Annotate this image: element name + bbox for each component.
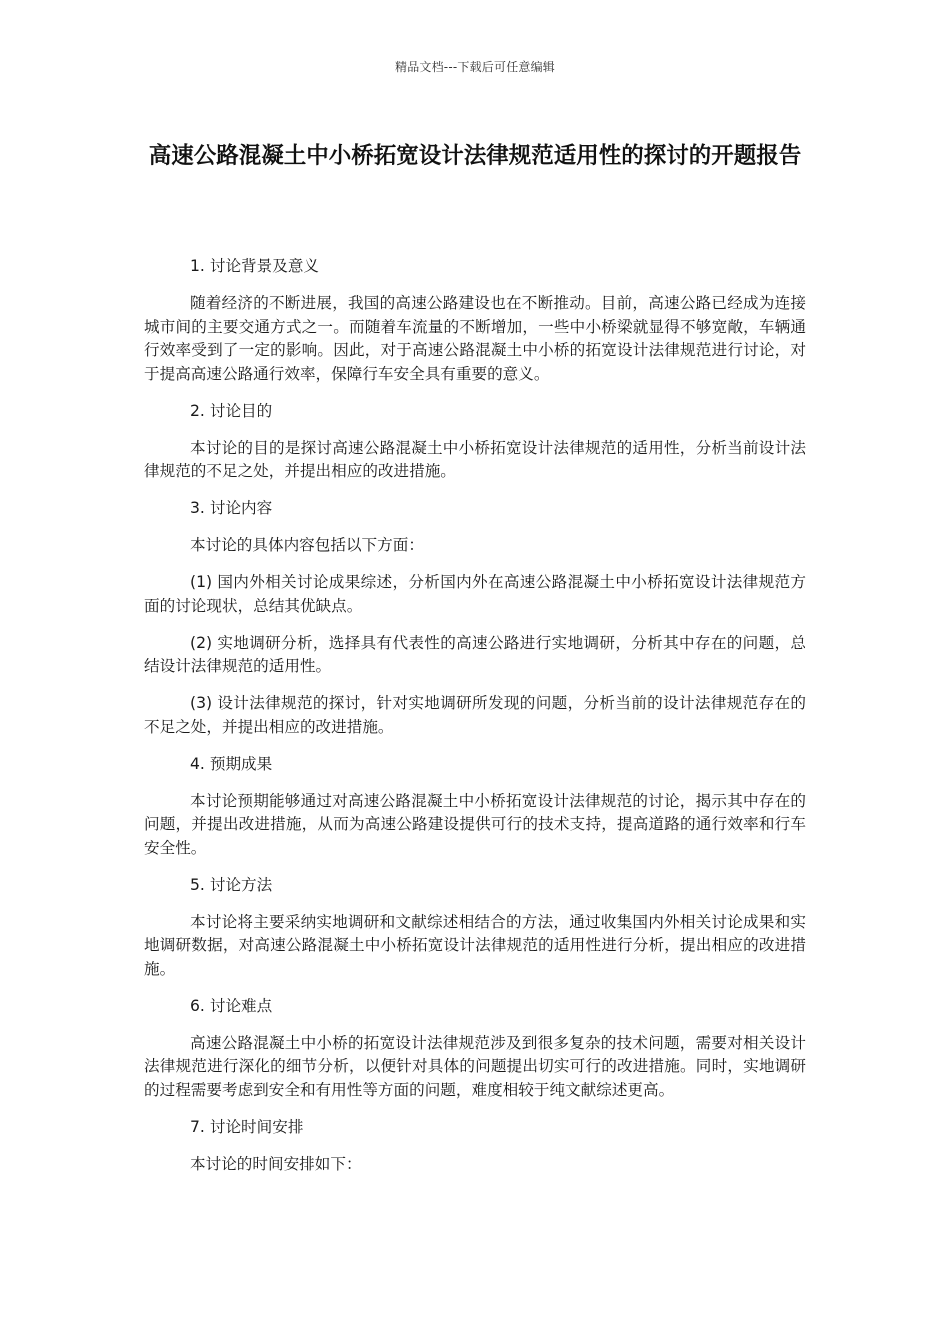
section-paragraph: 高速公路混凝土中小桥的拓宽设计法律规范涉及到很多复杂的技术问题，需要对相关设计法律规范进行深化的细节分析，以便针对具体的问题提出切实可行的改进措施。同时，实地调研的过程需要考虑到安全和有用性等方面的问题，难度相较于纯文献综述更高。 — [144, 1033, 806, 1099]
document-body — [144, 255, 806, 1190]
section-heading: 4. 预期成果 — [190, 754, 273, 773]
section-paragraph: 随着经济的不断进展，我国的高速公路建设也在不断推动。目前，高速公路已经成为连接城市间的主要交通方式之一。而随着车流量的不断增加，一些中小桥梁就显得不够宽敞，车辆通行效率受到了一定的影响。因此，对于高速公路混凝土中小桥的拓宽设计法律规范进行讨论，对于提高高速公路通行效率，保障行车安全具有重要的意义。 — [144, 294, 806, 383]
section-heading: 3. 讨论内容 — [190, 499, 273, 517]
section-paragraph: 本讨论的目的是探讨高速公路混凝土中小桥拓宽设计法律规范的适用性，分析当前设计法律规范的不足之处，并提出相应的改进措施。 — [144, 438, 806, 480]
section-paragraph: 本讨论的具体内容包括以下方面： — [190, 536, 424, 554]
section-paragraph: 本讨论预期能够通过对高速公路混凝土中小桥拓宽设计法律规范的讨论，揭示其中存在的问题，并提出改进措施，从而为高速公路建设提供可行的技术支持，提高道路的通行效率和行车安全性。 — [144, 791, 806, 857]
list-item-paragraph: (1) 国内外相关讨论成果综述，分析国内外在高速公路混凝土中小桥拓宽设计法律规范方面的讨论现状，总结其优缺点。 — [144, 573, 806, 615]
list-item-paragraph: (3) 设计法律规范的探讨，针对实地调研所发现的问题，分析当前的设计法律规范存在的不足之处，并提出相应的改进措施。 — [144, 694, 806, 736]
section-heading: 6. 讨论难点 — [190, 996, 273, 1015]
section-heading: 2. 讨论目的 — [190, 401, 273, 420]
section-heading: 1. 讨论背景及意义 — [190, 257, 320, 275]
section-heading: 7. 讨论时间安排 — [190, 1117, 304, 1136]
section-heading: 5. 讨论方法 — [190, 875, 273, 894]
section-paragraph: 本讨论的时间安排如下： — [190, 1154, 362, 1173]
document-title: 高速公路混凝土中小桥拓宽设计法律规范适用性的探讨的开题报告 — [148, 143, 802, 169]
page-header: 精品文档---下载后可任意编辑 — [395, 60, 555, 74]
section-paragraph: 本讨论将主要采纳实地调研和文献综述相结合的方法，通过收集国内外相关讨论成果和实地调研数据，对高速公路混凝土中小桥拓宽设计法律规范的适用性进行分析，提出相应的改进措施。 — [144, 912, 806, 978]
list-item-paragraph: (2) 实地调研分析，选择具有代表性的高速公路进行实地调研，分析其中存在的问题，总结设计法律规范的适用性。 — [144, 633, 806, 675]
